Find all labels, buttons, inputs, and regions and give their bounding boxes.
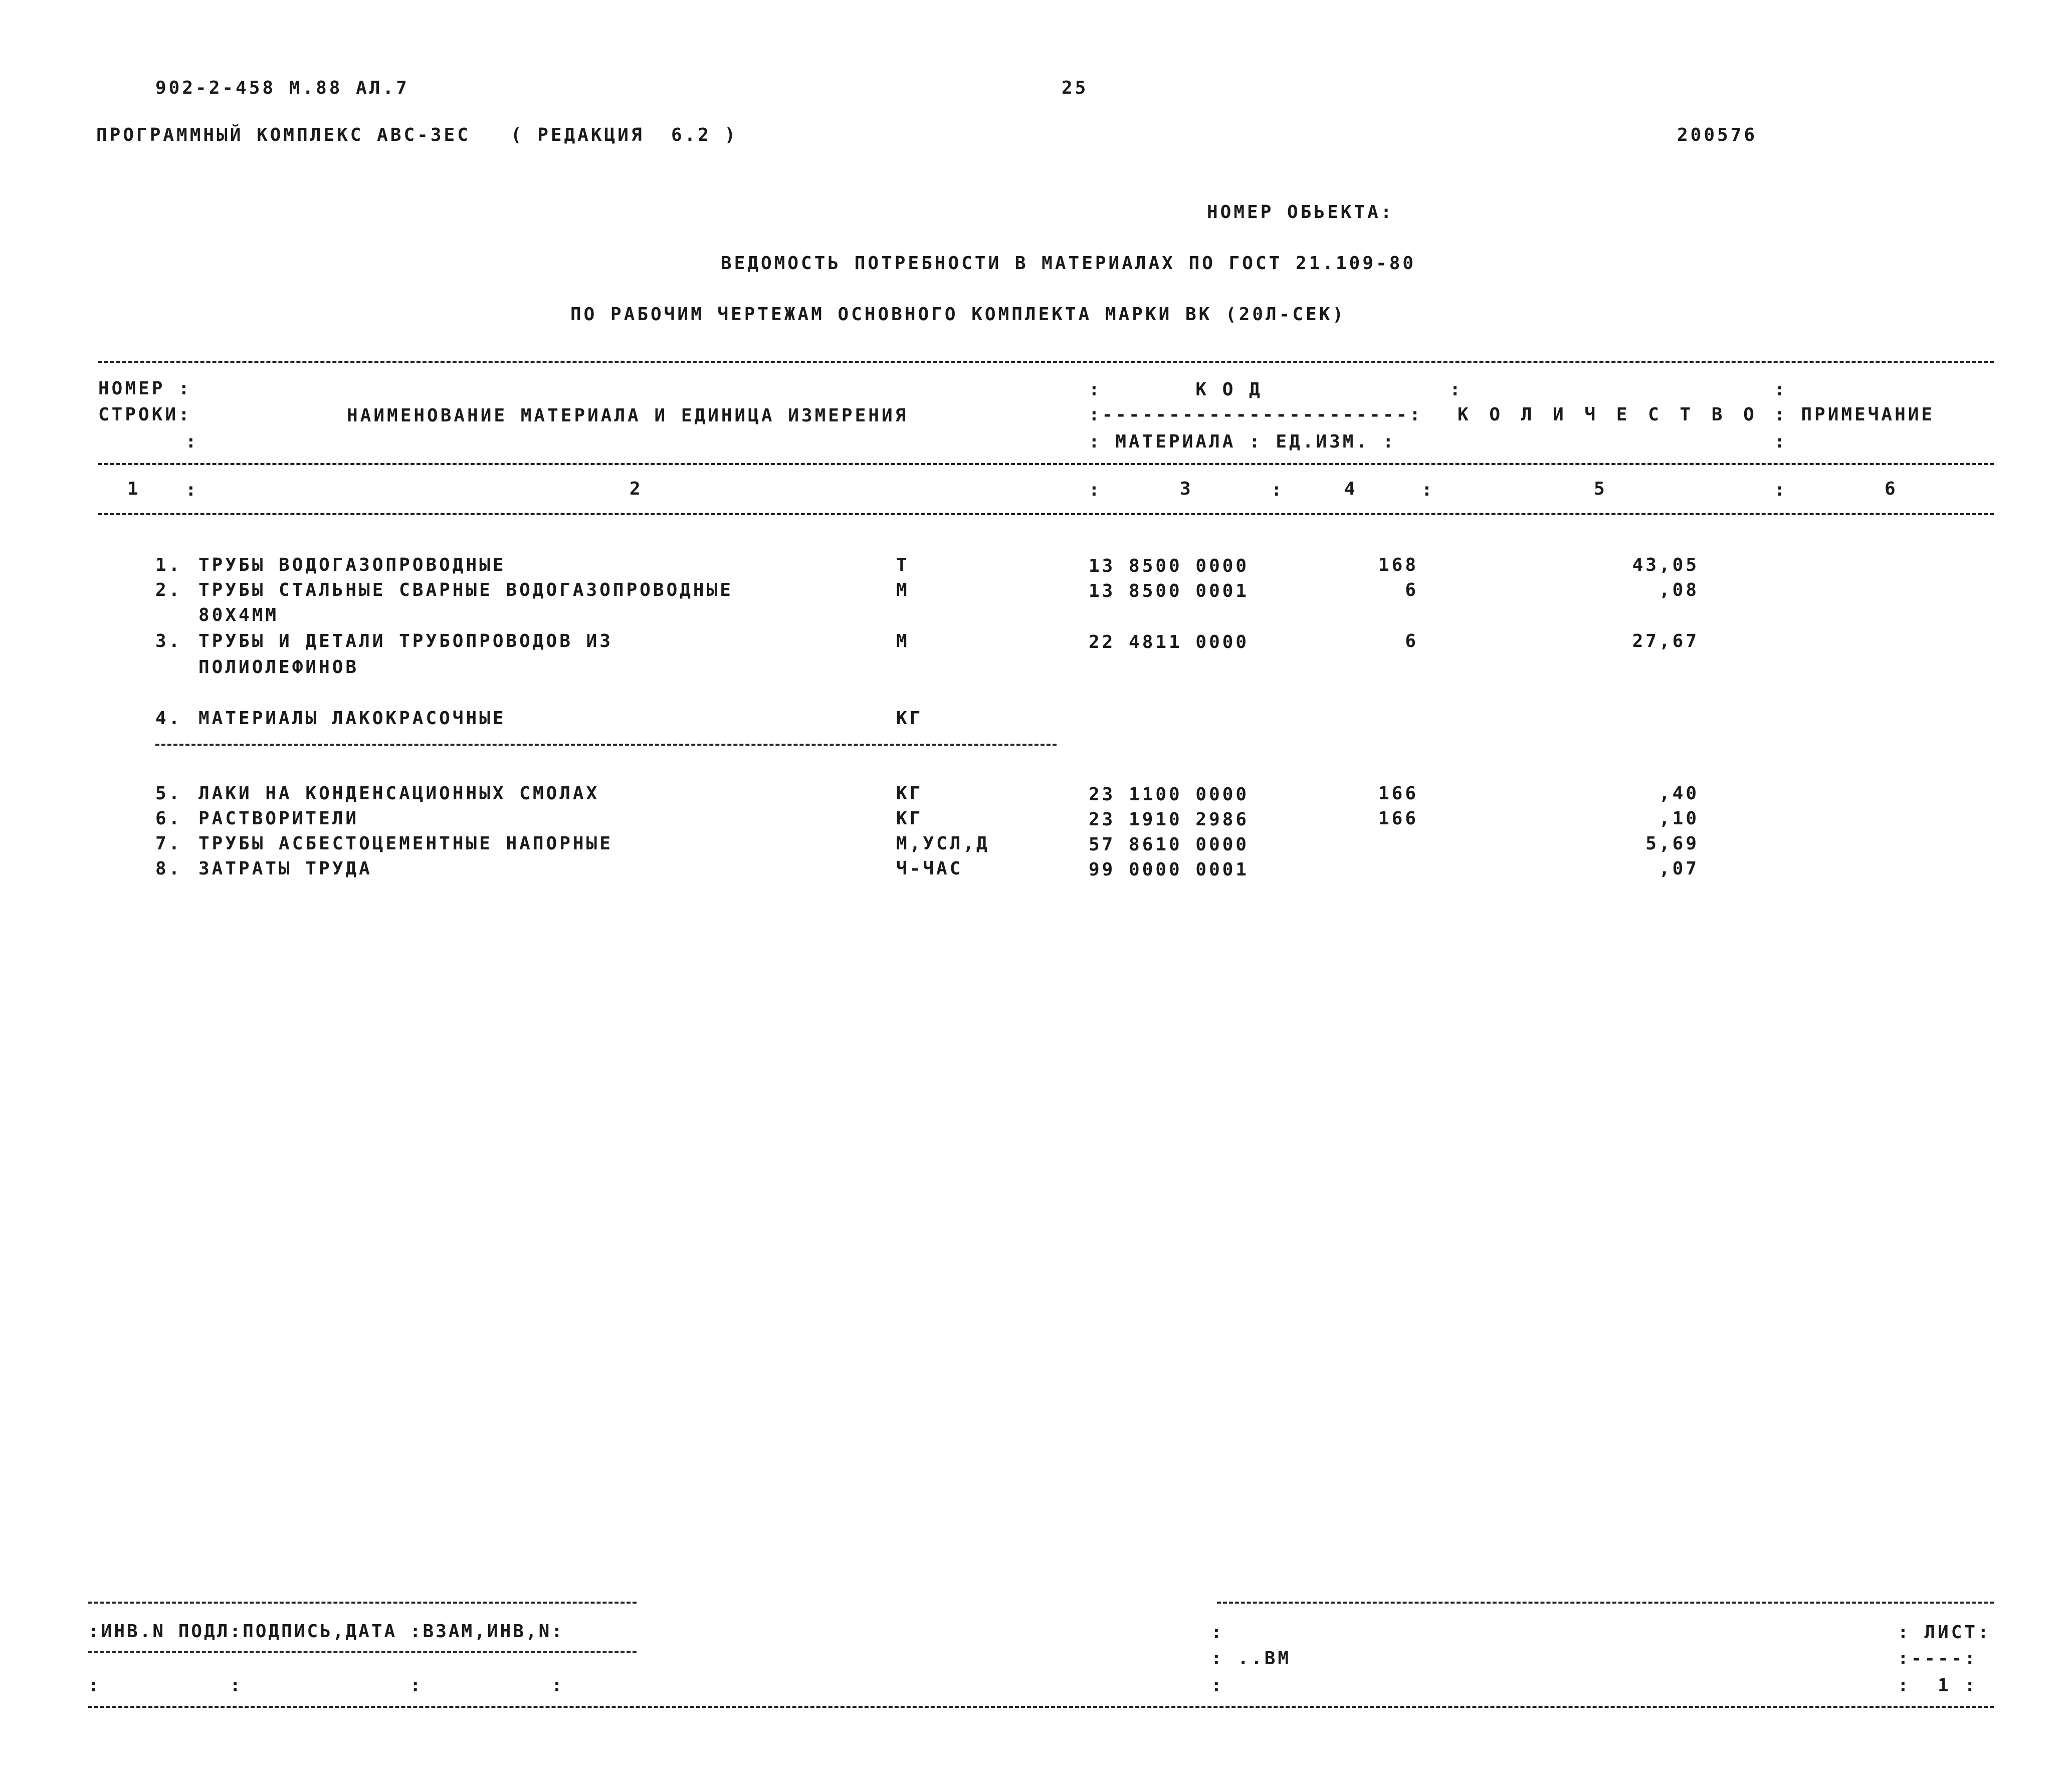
header-mid-rule [98, 463, 1994, 465]
document-subtitle: ПО РАБОЧИМ ЧЕРТЕЖАМ ОСНОВНОГО КОМПЛЕКТА МАРКИ ВК (20Л-СЕК) [570, 304, 1346, 325]
material-name: РАСТВОРИТЕЛИ [198, 808, 359, 829]
program-label: ПРОГРАММНЫЙ КОМПЛЕКС АВС-ЗЕС ( РЕДАКЦИЯ 6.2 ) [96, 125, 738, 145]
col-number-5: 5 [1594, 479, 1607, 499]
material-code: 23 1100 0000 [1089, 784, 1250, 805]
unit: М,УСЛ,Д [896, 833, 990, 854]
col-number-4: 4 [1344, 479, 1358, 499]
col-number-1: 1 [127, 479, 141, 499]
unit: КГ [896, 783, 923, 804]
quantity: ,10 [1659, 808, 1699, 829]
material-name-continued: ПОЛИОЛЕФИНОВ [198, 657, 359, 678]
material-code: 13 8500 0000 [1089, 556, 1250, 576]
material-name: ТРУБЫ ВОДОГАЗОПРОВОДНЫЕ [198, 555, 506, 575]
note-separator-top: : [1774, 379, 1788, 400]
material-name: ТРУБЫ АСБЕСТОЦЕМЕНТНЫЕ НАПОРНЫЕ [198, 833, 613, 854]
row-number: 4. [155, 708, 182, 729]
quantity: 5,69 [1645, 833, 1699, 854]
quantity-header: К О Л И Ч Е С Т В О [1458, 404, 1759, 425]
material-code: 99 0000 0001 [1089, 859, 1250, 880]
quantity: ,08 [1659, 580, 1699, 600]
stamp-mid-separator-bottom: : [1211, 1675, 1224, 1696]
unit-code: 166 [1378, 783, 1418, 804]
unit-code: 6 [1405, 580, 1418, 600]
unit: М [896, 580, 910, 600]
row-number: 1. [155, 555, 182, 575]
code-header: : К О Д : [1089, 379, 1463, 400]
sheet-number: : 1 : [1898, 1675, 1978, 1696]
sheet-divider: :----: [1898, 1648, 1978, 1669]
quantity: ,40 [1659, 783, 1699, 804]
material-name: ТРУБЫ СТАЛЬНЫЕ СВАРНЫЕ ВОДОГАЗОПРОВОДНЫЕ [198, 580, 733, 600]
col-number-sep-5: : [1774, 480, 1788, 500]
stamp-mid-separator-top: : [1211, 1622, 1224, 1643]
stamp-top-rule-left [88, 1602, 637, 1604]
row-number: 8. [155, 858, 182, 879]
row-number: 6. [155, 808, 182, 829]
row-number: 2. [155, 580, 182, 600]
unit: Ч-ЧАС [896, 858, 963, 879]
col-number-sep-4: : [1421, 480, 1435, 500]
table-top-rule [98, 361, 1994, 363]
note-header: : ПРИМЕЧАНИЕ [1774, 404, 1935, 425]
material-code: 13 8500 0001 [1089, 581, 1250, 601]
unit-code: 166 [1378, 808, 1418, 829]
quantity: ,07 [1659, 858, 1699, 879]
row-number-header-3: : [185, 431, 199, 452]
material-code: 22 4811 0000 [1089, 632, 1250, 652]
unit: КГ [896, 708, 923, 729]
material-name: ТРУБЫ И ДЕТАЛИ ТРУБОПРОВОДОВ ИЗ [198, 631, 613, 651]
group-underline [155, 744, 1057, 746]
document-title: ВЕДОМОСТЬ ПОТРЕБНОСТИ В МАТЕРИАЛАХ ПО ГОСТ 21.109-80 [721, 253, 1416, 274]
row-number: 5. [155, 783, 182, 804]
col-number-2: 2 [630, 479, 643, 499]
document-id: 200576 [1677, 125, 1758, 145]
note-separator-bottom: : [1774, 431, 1788, 452]
col-number-6: 6 [1885, 479, 1898, 499]
row-number-header-2: СТРОКИ: [98, 404, 192, 425]
stamp-cells: : : : : [88, 1675, 564, 1696]
material-code: 57 8610 0000 [1089, 834, 1250, 855]
row-number-header-1: НОМЕР : [98, 378, 192, 399]
unit-code: 6 [1405, 631, 1418, 651]
material-name-header: НАИМЕНОВАНИЕ МАТЕРИАЛА И ЕДИНИЦА ИЗМЕРЕНИЯ [347, 405, 909, 426]
stamp-mid-rule [88, 1651, 637, 1653]
col-number-sep-3: : [1271, 480, 1285, 500]
material-name: ЛАКИ НА КОНДЕНСАЦИОННЫХ СМОЛАХ [198, 783, 600, 804]
page-number: 25 [1062, 78, 1089, 98]
row-number: 7. [155, 833, 182, 854]
material-name: МАТЕРИАЛЫ ЛАКОКРАСОЧНЫЕ [198, 708, 506, 729]
quantity: 27,67 [1632, 631, 1699, 651]
stamp-top-rule-right [1217, 1602, 1994, 1604]
unit-code: 168 [1378, 555, 1418, 575]
unit: М [896, 631, 910, 651]
header-bottom-rule [98, 513, 1994, 515]
code-subheader: : МАТЕРИАЛА : ЕД.ИЗМ. : [1089, 431, 1396, 452]
sheet-label: : ЛИСТ: [1898, 1622, 1991, 1643]
material-code: 23 1910 2986 [1089, 809, 1250, 830]
code-header-divider: :-----------------------: [1089, 404, 1423, 425]
col-number-sep-2: : [1089, 480, 1102, 500]
unit: КГ [896, 808, 923, 829]
unit: Т [896, 555, 910, 575]
stamp-mid-text: : ..ВМ [1211, 1648, 1292, 1669]
stamp-bottom-rule [88, 1706, 1994, 1708]
object-number-label: НОМЕР ОБЬЕКТА: [1207, 202, 1394, 223]
document-code: 902-2-458 М.88 АЛ.7 [155, 78, 409, 98]
col-number-sep-1: : [185, 480, 199, 500]
material-name: ЗАТРАТЫ ТРУДА [198, 858, 372, 879]
material-name-continued: 80Х4ММ [198, 605, 279, 625]
quantity: 43,05 [1632, 555, 1699, 575]
stamp-header: :ИНВ.N ПОДЛ:ПОДПИСЬ,ДАТА :ВЗАМ,ИНВ,N: [88, 1621, 564, 1642]
col-number-3: 3 [1180, 479, 1193, 499]
row-number: 3. [155, 631, 182, 651]
